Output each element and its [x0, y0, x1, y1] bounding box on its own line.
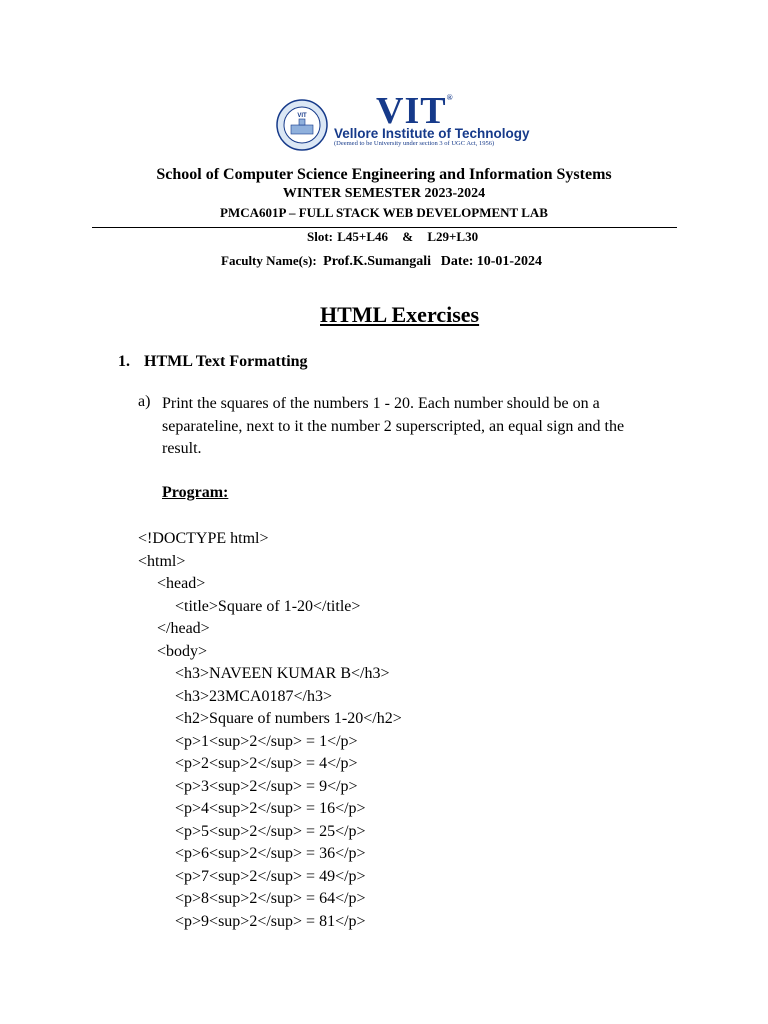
code-line: <p>4<sup>2</sup> = 16</p> — [175, 800, 366, 817]
faculty-label: Faculty Name(s): — [221, 253, 317, 268]
section-heading — [118, 353, 308, 371]
faculty-line — [221, 253, 542, 270]
code-line: <p>3<sup>2</sup> = 9</p> — [175, 777, 358, 795]
semester: WINTER SEMESTER 2023-2024 — [282, 186, 486, 201]
code-line: <p>6<sup>2</sup> = 36</p> — [175, 845, 366, 862]
logo-brand: VIT® — [376, 90, 454, 132]
question-text: Print the squares of the numbers 1 - 20. Each number should be on a separateline, next to it the number 2 superscripted, an equal sign and the result. — [162, 395, 625, 457]
slot-line — [307, 229, 478, 245]
code-line: <p>9<sup>2</sup> = 81</p> — [175, 912, 366, 930]
school-name: School of Computer Science Engineering and Information Systems — [156, 166, 612, 183]
slot-b: L29+L30 — [427, 229, 479, 244]
code-line: <p>7<sup>2</sup> = 49</p> — [175, 867, 366, 885]
date-label: Date: — [440, 254, 474, 269]
code-line: <p>1<sup>2</sup> = 1</p> — [175, 732, 358, 750]
code-line: <title>Square of 1-20</title> — [175, 597, 361, 615]
program-label: Program: — [162, 484, 229, 501]
course-title: PMCA601P – FULL STACK WEB DEVELOPMENT LAB — [220, 205, 548, 220]
slot-label: Slot: — [307, 229, 333, 244]
logo-subtitle: (Deemed to be University under section 3 of UGC Act, 1956) — [334, 140, 495, 147]
code-line: <h3>23MCA0187</h3> — [175, 687, 332, 705]
question-label: a) — [138, 393, 151, 410]
code-line: <html> — [138, 552, 186, 570]
code-line: <p>5<sup>2</sup> = 25</p> — [175, 822, 366, 840]
page-title: HTML Exercises — [320, 302, 480, 327]
slot-ampersand: & — [402, 229, 414, 244]
code-line: <h3>NAVEEN KUMAR B</h3> — [175, 665, 390, 682]
code-line: <head> — [157, 575, 206, 592]
code-line: </head> — [157, 620, 210, 637]
university-seal-icon — [276, 99, 328, 151]
code-line: <p>8<sup>2</sup> = 64</p> — [175, 890, 366, 907]
svg-text:VIT: VIT — [297, 113, 307, 119]
code-line: <!DOCTYPE html> — [138, 530, 269, 547]
section-number: 1. — [118, 353, 130, 370]
code-line: <body> — [157, 642, 208, 660]
logo-institution-name: Vellore Institute of Technology — [334, 126, 530, 141]
header-divider — [92, 227, 677, 228]
slot-a: L45+L46 — [337, 229, 388, 244]
faculty-value: Prof.K.Sumangali — [323, 254, 432, 269]
date-value: 10-01-2024 — [476, 254, 543, 269]
code-line: <h2>Square of numbers 1-20</h2> — [175, 710, 402, 727]
section-title: HTML Text Formatting — [144, 353, 308, 370]
code-line: <p>2<sup>2</sup> = 4</p> — [175, 755, 358, 772]
code-block — [0, 528, 402, 933]
